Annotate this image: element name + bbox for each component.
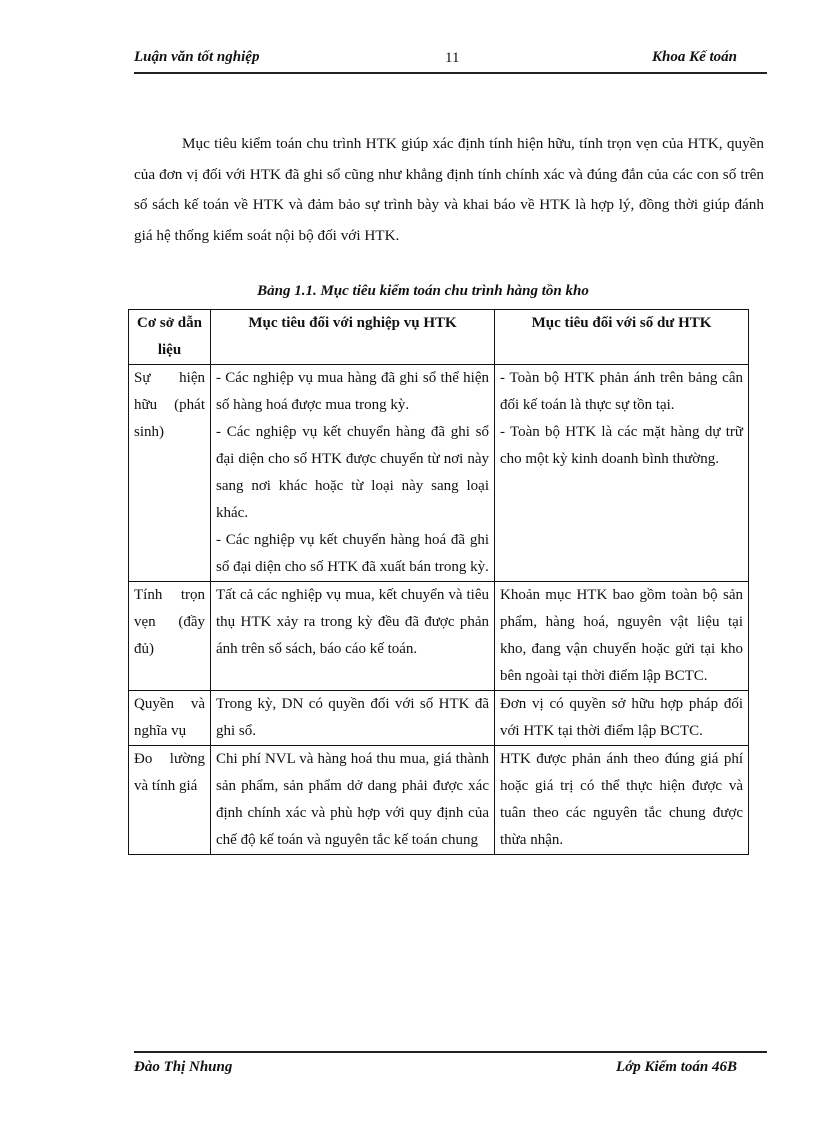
header-basis: Cơ sở dẫn liệu — [129, 310, 211, 365]
audit-objectives-table — [128, 309, 749, 855]
transaction-cell — [211, 582, 495, 691]
header-transaction-objective: Mục tiêu đối với nghiệp vụ HTK — [211, 310, 495, 365]
table-row — [129, 582, 749, 691]
cell-paragraph: - Các nghiệp vụ kết chuyển hàng hoá đã ghi sổ đại diện cho số HTK đã xuất bán trong kỳ. — [216, 532, 489, 575]
basis-cell: Sự hiện hữu (phát sinh) — [129, 365, 211, 582]
page-header — [134, 48, 767, 74]
table-row — [129, 365, 749, 582]
balance-cell — [495, 582, 749, 691]
footer-class: Lớp Kiểm toán 46B — [616, 1059, 737, 1075]
footer-author: Đào Thị Nhung — [134, 1059, 233, 1075]
table-header-row — [129, 310, 749, 365]
balance-cell — [495, 691, 749, 746]
balance-cell — [495, 365, 749, 582]
cell-paragraph: Đơn vị có quyền sở hữu hợp pháp đối với HTK tại thời điểm lập BCTC. — [500, 696, 743, 739]
table-row — [129, 746, 749, 855]
basis-cell: Tính trọn vẹn (đầy đủ) — [129, 582, 211, 691]
cell-paragraph: - Các nghiệp vụ mua hàng đã ghi sổ thể hiện số hàng hoá được mua trong kỳ. — [216, 370, 489, 413]
table-caption: Bảng 1.1. Mục tiêu kiểm toán chu trình hàng tồn kho — [257, 283, 589, 299]
header-balance-objective: Mục tiêu đối với số dư HTK — [495, 310, 749, 365]
intro-paragraph: Mục tiêu kiểm toán chu trình HTK giúp xác định tính hiện hữu, tính trọn vẹn của HTK, quyền của đơn vị đối với HTK đã ghi sổ cũng như khẳng định tính chính xác và đúng đắn của các con số trên sổ sách kế toán về HTK và đảm bảo sự trình bày và khai báo về HTK là hợp lý, đồng thời giúp đánh giá hệ thống kiểm soát nội bộ đối với HTK. — [134, 135, 764, 244]
cell-paragraph: - Toàn bộ HTK là các mặt hàng dự trữ cho một kỳ kinh doanh bình thường. — [500, 424, 743, 467]
cell-paragraph: Tất cả các nghiệp vụ mua, kết chuyển và tiêu thụ HTK xảy ra trong kỳ đều đã được phản ánh trên sổ sách, báo cáo kế toán. — [216, 587, 489, 657]
cell-paragraph: - Các nghiệp vụ kết chuyển hàng đã ghi sổ đại diện cho số HTK được chuyển từ nơi này sang nơi khác hoặc từ loại này sang loại khác. — [216, 424, 489, 521]
page-footer — [134, 1051, 767, 1077]
cell-paragraph: - Toàn bộ HTK phản ánh trên bảng cân đối kế toán là thực sự tồn tại. — [500, 370, 743, 413]
cell-paragraph: Trong kỳ, DN có quyền đối với số HTK đã ghi sổ. — [216, 696, 489, 739]
cell-paragraph: Khoản mục HTK bao gồm toàn bộ sản phẩm, hàng hoá, nguyên vật liệu tại kho, đang vận chuyển hoặc gửi tại kho bên ngoài tại thời điểm lập BCTC. — [500, 587, 743, 684]
transaction-cell — [211, 365, 495, 582]
page-number: 11 — [445, 50, 460, 66]
header-faculty: Khoa Kế toán — [651, 49, 737, 65]
transaction-cell — [211, 746, 495, 855]
basis-cell: Quyền và nghĩa vụ — [129, 691, 211, 746]
basis-cell: Đo lường và tính giá — [129, 746, 211, 855]
cell-paragraph: HTK được phản ánh theo đúng giá phí hoặc giá trị có thể thực hiện được và tuân theo các nguyên tắc chung được thừa nhận. — [500, 751, 743, 848]
header-thesis-title: Luận văn tốt nghiệp — [134, 49, 260, 65]
transaction-cell — [211, 691, 495, 746]
cell-paragraph: Chi phí NVL và hàng hoá thu mua, giá thành sản phẩm, sản phẩm dở dang phải được xác định chính xác và phù hợp với quy định của chế độ kế toán và nguyên tắc kế toán chung — [216, 751, 489, 848]
table-row — [129, 691, 749, 746]
balance-cell — [495, 746, 749, 855]
